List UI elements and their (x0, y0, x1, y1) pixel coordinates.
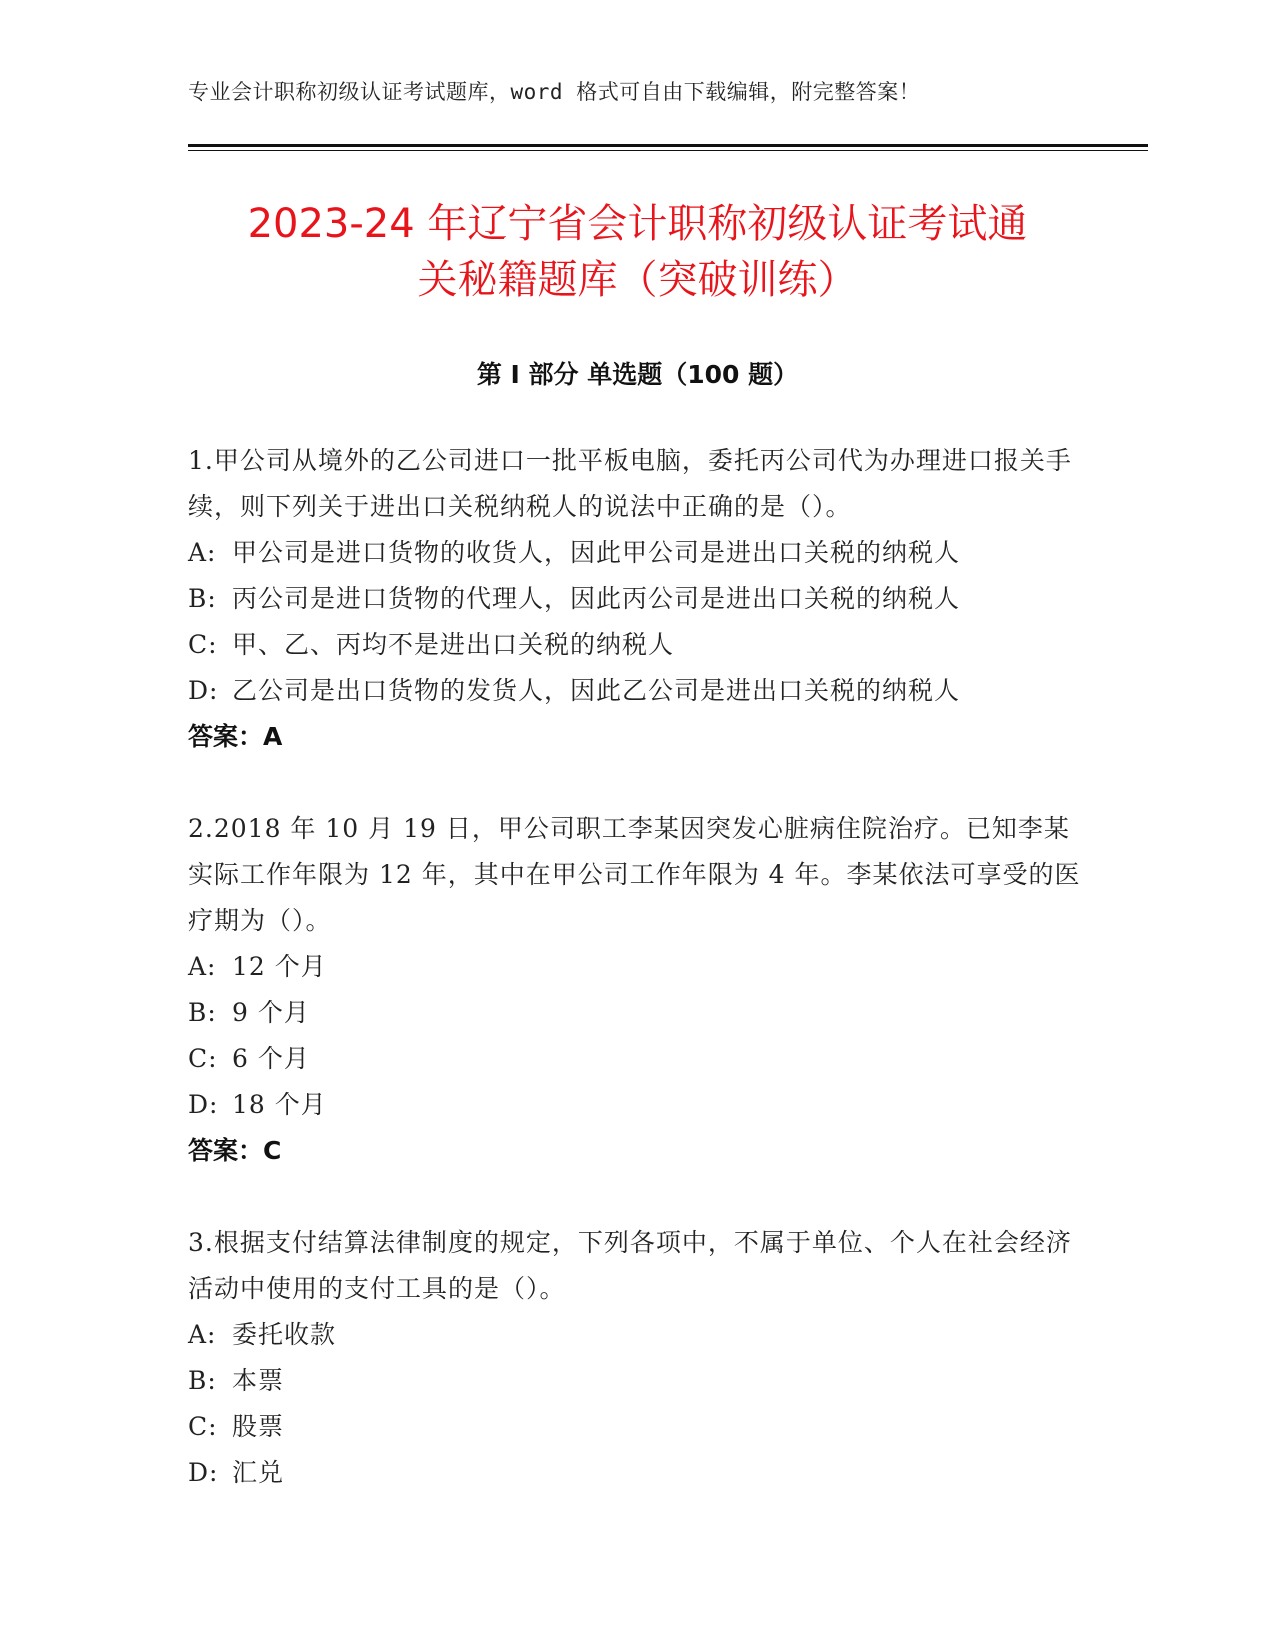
option-text: 委托收款 (232, 1320, 337, 1349)
option-letter: B: (188, 1366, 217, 1395)
option-letter: A: (188, 538, 217, 567)
option-text: 本票 (232, 1366, 285, 1395)
header-rule-thin (188, 150, 1148, 151)
question-list (188, 438, 1088, 1542)
option-text: 乙公司是出口货物的发货人，因此乙公司是进出口关税的纳税人 (232, 676, 961, 705)
option-b (188, 990, 1088, 1036)
option-text: 甲公司是进口货物的收货人，因此甲公司是进出口关税的纳税人 (232, 538, 961, 567)
answer-line: 答案：C (188, 1136, 282, 1165)
option-c (188, 1036, 1088, 1082)
title-line-2: 关秘籍题库（突破训练） (417, 257, 858, 303)
option-text: 9 个月 (232, 998, 310, 1027)
option-letter: B: (188, 584, 217, 613)
header-rule (188, 144, 1148, 147)
answer-line: 答案：A (188, 722, 283, 751)
option-letter: D: (188, 1090, 219, 1119)
option-letter: C: (188, 1044, 218, 1073)
question-text: 2.2018 年 10 月 19 日，甲公司职工李某因突发心脏病住院治疗。已知李某实际工作年限为 12 年，其中在甲公司工作年限为 4 年。李某依法可享受的医疗期为（）。 (188, 814, 1081, 935)
option-letter: C: (188, 630, 218, 659)
option-b (188, 1358, 1088, 1404)
question-text: 3.根据支付结算法律制度的规定，下列各项中，不属于单位、个人在社会经济活动中使用的支付工具的是（）。 (188, 1228, 1072, 1303)
option-c (188, 622, 1088, 668)
document-title (170, 196, 1105, 308)
option-d (188, 1450, 1088, 1496)
question-3 (188, 1220, 1088, 1496)
option-text: 18 个月 (232, 1090, 327, 1119)
option-text: 丙公司是进口货物的代理人，因此丙公司是进出口关税的纳税人 (232, 584, 961, 613)
option-text: 6 个月 (232, 1044, 310, 1073)
option-letter: A: (188, 952, 217, 981)
header-note: 专业会计职称初级认证考试题库，word 格式可自由下载编辑，附完整答案！ (188, 80, 921, 104)
option-d (188, 668, 1088, 714)
option-b (188, 576, 1088, 622)
option-letter: B: (188, 998, 217, 1027)
option-d (188, 1082, 1088, 1128)
option-c (188, 1404, 1088, 1450)
option-text: 汇兑 (232, 1458, 285, 1487)
option-letter: D: (188, 1458, 219, 1487)
option-letter: D: (188, 676, 219, 705)
option-text: 12 个月 (232, 952, 327, 981)
option-letter: A: (188, 1320, 217, 1349)
option-text: 甲、乙、丙均不是进出口关税的纳税人 (232, 630, 675, 659)
option-letter: C: (188, 1412, 218, 1441)
option-a (188, 530, 1088, 576)
option-text: 股票 (232, 1412, 285, 1441)
question-text: 1.甲公司从境外的乙公司进口一批平板电脑，委托丙公司代为办理进口报关手续，则下列关于进出口关税纳税人的说法中正确的是（）。 (188, 446, 1072, 521)
question-1 (188, 438, 1088, 760)
section-heading: 第 I 部分 单选题（100 题） (476, 360, 799, 389)
option-a (188, 944, 1088, 990)
option-a (188, 1312, 1088, 1358)
question-2 (188, 806, 1088, 1174)
title-line-1: 2023-24 年辽宁省会计职称初级认证考试通 (247, 201, 1028, 247)
